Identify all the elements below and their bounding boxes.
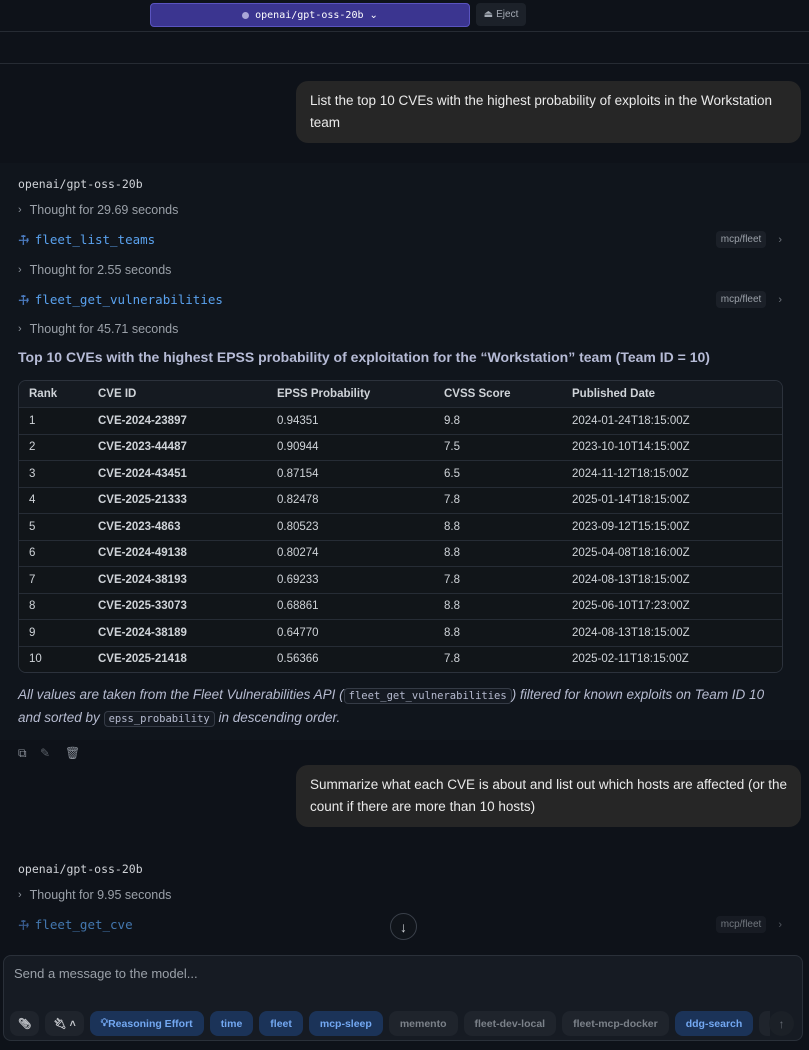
table-cell: 8.8 [444, 626, 460, 639]
table-row [19, 646, 782, 673]
table-row [19, 540, 782, 567]
divider [0, 63, 809, 64]
inline-code: epss_probability [104, 711, 215, 727]
model-icon [242, 12, 249, 19]
tool-chip-memento[interactable]: memento [389, 1011, 458, 1036]
table-row [19, 487, 782, 514]
table-cell: 0.69233 [277, 573, 319, 586]
paperclip-icon: 📎︎ [18, 1018, 32, 1030]
table-cell: 0.80523 [277, 520, 319, 533]
table-cell: 6.5 [444, 467, 460, 480]
table-cell: 6 [29, 547, 36, 560]
table-cell: 2024-08-13T18:15:00Z [572, 573, 690, 586]
response-heading: Top 10 CVEs with the highest EPSS probability of exploitation for the “Workstation” team (Team ID = 10) [18, 349, 710, 365]
arrow-down-icon: ↓ [400, 918, 407, 935]
table-cell: CVE-2024-43451 [98, 467, 187, 480]
table-cell: 2025-02-11T18:15:00Z [572, 653, 689, 666]
divider [0, 31, 809, 32]
tool-call-fleet-get-vulnerabilities[interactable]: ⚒ fleet_get_vulnerabilities mcp/fleet › [14, 290, 782, 309]
table-cell: CVE-2024-23897 [98, 414, 187, 427]
wrench-icon: ⚒ [14, 230, 33, 249]
table-cell: 7.8 [444, 494, 460, 507]
composer [3, 955, 803, 1041]
response-note: All values are taken from the Fleet Vulnerabilities API ( fleet_get_vulnerabilities ) filtered for known exploits on Team ID 10 and sorted by epss_probability in descending order. [18, 687, 765, 725]
tool-chip-fleet-dev-local[interactable]: fleet-dev-local [464, 1011, 557, 1036]
table-cell: 7.8 [444, 653, 460, 666]
table-cell: CVE-2024-49138 [98, 547, 187, 560]
table-cell: CVE-2023-4863 [98, 520, 181, 533]
chevron-right-icon: › [778, 233, 782, 246]
arrow-up-icon: ↑ [778, 1016, 785, 1031]
send-button[interactable] [769, 1011, 794, 1036]
table-cell: 0.87154 [277, 467, 319, 480]
inline-code: fleet_get_vulnerabilities [344, 688, 512, 704]
table-cell: CVE-2024-38193 [98, 573, 187, 586]
table-cell: 0.94351 [277, 414, 319, 427]
table-cell: 2023-10-10T14:15:00Z [572, 441, 690, 454]
cve-table [18, 380, 783, 673]
plugins-button[interactable] [45, 1011, 83, 1036]
table-cell: CVE-2023-44487 [98, 441, 187, 454]
table-row [19, 434, 782, 461]
table-row [19, 407, 782, 434]
table-cell: 3 [29, 467, 36, 480]
chevron-right-icon: › [778, 918, 782, 931]
thought-toggle[interactable]: › Thought for 29.69 seconds [18, 203, 179, 217]
table-cell: 0.68861 [277, 600, 319, 613]
table-cell: 2024-01-24T18:15:00Z [572, 414, 690, 427]
wrench-icon: ⚒ [14, 915, 33, 934]
chevron-right-icon: › [778, 293, 782, 306]
table-cell: 0.64770 [277, 626, 319, 639]
table-cell: 8.8 [444, 600, 460, 613]
table-cell: 0.80274 [277, 547, 319, 560]
chevron-right-icon: › [18, 889, 22, 901]
table-cell: 0.56366 [277, 653, 319, 666]
table-row [19, 460, 782, 487]
table-cell: 1 [29, 414, 36, 427]
table-cell: 9.8 [444, 414, 460, 427]
eject-icon: ⏏ [483, 9, 494, 20]
chevron-right-icon: › [18, 323, 22, 335]
thought-toggle[interactable]: › Thought for 45.71 seconds [18, 322, 179, 336]
tool-chip-mcp-sleep[interactable]: mcp-sleep [309, 1011, 383, 1036]
table-cell: 2024-08-13T18:15:00Z [572, 626, 690, 639]
table-row [19, 619, 782, 646]
user-message: Summarize what each CVE is about and list out which hosts are affected (or the count if there are more than 10 hosts) [296, 765, 801, 827]
table-cell: 5 [29, 520, 36, 533]
chevron-right-icon: › [18, 264, 22, 276]
table-cell: CVE-2025-33073 [98, 600, 187, 613]
table-row [19, 566, 782, 593]
tool-chip-fleet[interactable]: fleet [259, 1011, 303, 1036]
wrench-icon: ⚒ [14, 290, 33, 309]
table-cell: 8.8 [444, 547, 460, 560]
trash-icon[interactable]: 🗑︎ [65, 746, 81, 760]
lightbulb-icon: 💡︎ [100, 1017, 109, 1029]
tool-chip-reasoning-effort[interactable]: 💡︎ Reasoning Effort [90, 1011, 204, 1036]
thought-toggle[interactable]: › Thought for 9.95 seconds [18, 888, 172, 902]
tool-badge: mcp/fleet [716, 231, 767, 248]
model-selector[interactable] [150, 3, 470, 27]
table-cell: 2023-09-12T15:15:00Z [572, 520, 690, 533]
table-cell: CVE-2025-21418 [98, 653, 187, 666]
table-cell: 2025-04-08T18:16:00Z [572, 547, 690, 560]
tool-chip-ddg-search[interactable]: ddg-search [675, 1011, 754, 1036]
copy-icon[interactable]: ⧉ [18, 746, 27, 760]
eject-button[interactable]: ⏏ Eject [476, 3, 526, 26]
tool-call-fleet-list-teams[interactable]: ⚒ fleet_list_teams mcp/fleet › [14, 230, 782, 249]
assistant-model-name: openai/gpt-oss-20b [18, 177, 143, 191]
table-cell: 8.8 [444, 520, 460, 533]
table-cell: CVE-2024-38189 [98, 626, 187, 639]
user-message: List the top 10 CVEs with the highest probability of exploits in the Workstation team [296, 81, 801, 143]
table-cell: 0.90944 [277, 441, 319, 454]
tool-chip-fleet-mcp-docker[interactable]: fleet-mcp-docker [562, 1011, 669, 1036]
tool-chip-time[interactable]: time [210, 1011, 254, 1036]
table-header: Rank CVE ID EPSS Probability CVSS Score Published Date [19, 381, 782, 407]
assistant-model-name: openai/gpt-oss-20b [18, 862, 143, 876]
model-name: openai/gpt-oss-20b [255, 9, 364, 21]
chevron-down-icon: ⌄ [369, 9, 378, 21]
table-cell: 2025-01-14T18:15:00Z [572, 494, 690, 507]
table-cell: 7.8 [444, 573, 460, 586]
tool-call-fleet-get-cve[interactable]: ⚒ fleet_get_cve mcp/fleet › [14, 915, 782, 934]
edit-icon[interactable]: ✎ [40, 746, 51, 760]
table-cell: 7 [29, 573, 36, 586]
table-cell: 7.5 [444, 441, 460, 454]
plug-icon: 🔌︎ ˄ [53, 1018, 76, 1030]
table-cell: 0.82478 [277, 494, 319, 507]
table-cell: 9 [29, 626, 36, 639]
table-cell: 4 [29, 494, 36, 507]
table-cell: 10 [29, 653, 42, 666]
message-input[interactable] [14, 966, 774, 981]
scroll-down-button[interactable] [390, 913, 417, 940]
tool-badge: mcp/fleet [716, 291, 767, 308]
table-row [19, 513, 782, 540]
table-cell: 8 [29, 600, 36, 613]
chevron-right-icon: › [18, 204, 22, 216]
table-cell: 2025-06-10T17:23:00Z [572, 600, 690, 613]
table-row [19, 593, 782, 620]
thought-toggle[interactable]: › Thought for 2.55 seconds [18, 263, 172, 277]
tool-badge: mcp/fleet [716, 916, 767, 933]
table-cell: 2 [29, 441, 36, 454]
attach-button[interactable] [10, 1011, 39, 1036]
table-cell: 2024-11-12T18:15:00Z [572, 467, 689, 480]
table-cell: CVE-2025-21333 [98, 494, 187, 507]
